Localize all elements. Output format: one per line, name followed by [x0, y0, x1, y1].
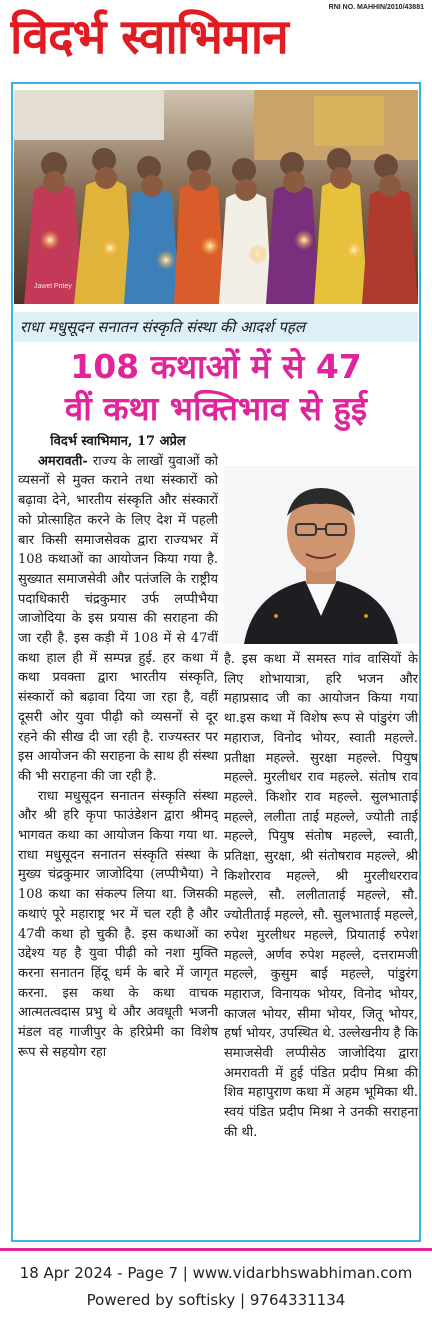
newspaper-title: विदर्भ स्वाभिमान — [10, 9, 288, 65]
article-column-left — [18, 432, 218, 1240]
rni-number: RNI NO. MAHHIN/2010/43881 — [328, 4, 424, 11]
masthead — [0, 0, 432, 76]
paragraph-1 — [18, 452, 218, 787]
portrait-illustration — [224, 466, 418, 644]
article-column-right — [224, 650, 418, 1240]
dateline: विदर्भ स्वाभिमान, 17 अप्रेल — [50, 434, 186, 449]
headline-line-2: वीं कथा भक्तिभाव से हुई — [64, 389, 368, 428]
place-name: अमरावती- — [38, 453, 88, 469]
crowd-photo-illustration — [14, 90, 418, 304]
article-headline — [14, 346, 418, 430]
paragraph-2: राधा मधुसूदन सनातन संस्कृति संस्था और श्री हरि कृपा फाउंडेशन द्वारा श्रीमद् भागवत कथा का आयोजन किया गया था. राधा मधुसूदन सनातन संस्कृति संस्था के मुख्य चंद्रकुमार जाजोदिया (लप्पीभैया) ने 108 कथा का संकल्प लिया था. जिसकी कथाएं पूरे महाराष्ट्र भर में चल रही है और 47वी कथा हो चुकी है. इस कथाओं का उद्देश्य यह है युवा पीढ़ी को नशा मुक्ति करना सनातन हिंदू धर्म के बारे में जागृत करना. इस कथा के कथा वाचक आत्मतत्वदास प्रभु थे और अवधूती भजनी मंडल वह गाजीपुर के हरिप्रेमी का विशेष रूप से सहयोग रहा — [18, 788, 218, 1060]
headline-line-1: 108 कथाओं में से 47 — [70, 347, 362, 386]
event-photo — [14, 90, 418, 304]
paragraph-1-text: राज्य के लाखों युवाओं को व्यसनों से मुक्त कराने तथा संस्कारों को बढ़ावा देने, भारतीय संस्कृति और संस्कारों को प्रोत्साहित करने के लिए देश में पहली बार किसी समाजसेवक द्वारा राज्यभर में 108 कथाओं का आयोजन किया गया है. सुख्यात समाजसेवी और पतंजलि के राष्ट्रीय पदाधिकारी चंद्रकुमार उर्फ लप्पीभैया जाजोदिया के इस प्रयास की सराहना की जा रही है. इस कड़ी में 108 में से 47वीं कथा हाल ही में सम्पन्न हुई. हर कथा में कथा प्रवक्ता द्वारा भारतीय संस्कृति, संस्कारों को बढ़ावा दिया जा रहा है, वहीं दूसरी ओर युवा पीढ़ी को व्यसनों से दूर रहने की सीख दी जा रही है. राज्यस्तर पर इस आयोजन की सराहना के साथ ही संस्था की भी सराहना की जा रही है. — [18, 453, 218, 784]
portrait-photo — [224, 466, 418, 644]
photo-watermark: Jawel Pritey — [34, 283, 72, 290]
page-footer — [0, 1258, 432, 1312]
article-kicker: राधा मधुसूदन सनातन संस्कृति संस्था की आदर्श पहल — [14, 312, 418, 342]
footer-powered-by: Powered by softisky | 9764331134 — [86, 1291, 346, 1309]
footer-divider — [0, 1248, 432, 1251]
footer-date-page-site: 18 Apr 2024 - Page 7 | www.vidarbhswabhiman.com — [19, 1264, 413, 1282]
paragraph-3: है. इस कथा में समस्त गांव वासियों के लिए शोभायात्रा, हरि भजन और महाप्रसाद जी का आयोजन किया गया था.इस कथा में विशेष रूप से पांडुरंग जी महाराज, विनोद भोयर, स्वाती महल्ले. प्रतीक्षा महल्ले. सुरक्षा महल्ले. पियुष महल्ले. मुरलीधर राव महल्ले. संतोष राव महल्ले. किशोर राव महल्ले. सुलभाताई महल्ले, ललीता ताई महल्ले, ज्योती ताई महल्ले, पियुष संतोष महल्ले, स्वाती, प्रतिक्षा, सुरक्षा, श्री संतोषराव महल्ले, श्री किशोरराव महल्ले, श्री मुरलीधरराव महल्ले, सौ. ललीताताई महल्ले, सौ. ज्योतीताई महल्ले, सौ. सुलभाताई महल्ले, रुपेश मुरलीधर महल्ले, प्रियाताई रुपेश महल्ले, अर्णव रुपेश महल्ले, दत्तरामजी महल्ले, कुसुम बाई महल्ले, पांडुरंग महाराज, विनायक भोयर, विनोद भोयर, काजल भोयर, सीमा भोयर, जितू भोयर, हर्षा भोयर, उपस्थित थे. उल्लेखनीय है कि समाजसेवी लप्पीसेठ जाजोदिया द्वारा अमरावती में हुई पंडित प्रदीप मिश्रा की शिव महापुराण कथा में अहम भूमिका थी. स्वयं पंडित प्रदीप मिश्रा ने उनकी सराहना की थी. — [224, 652, 418, 1140]
